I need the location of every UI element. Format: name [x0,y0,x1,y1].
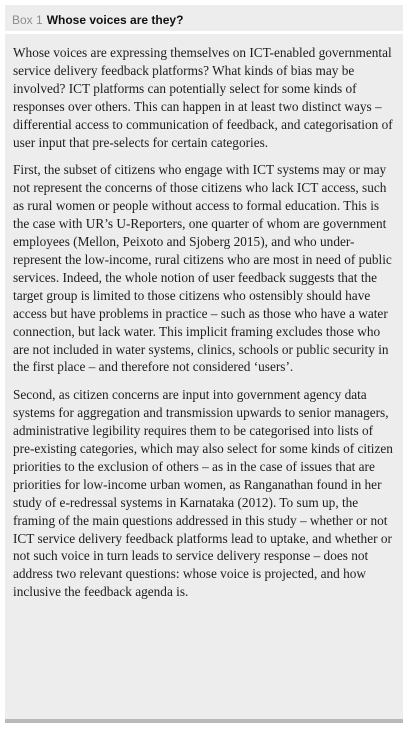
box-label: Box 1 [12,13,43,27]
box-header [5,5,403,34]
text-box [5,5,403,723]
box-body [13,44,397,611]
box-heading: Whose voices are they? [46,13,184,27]
paragraph-first-point: First, the subset of citizens who engage with ICT systems may or may not represent the concerns of those citizens who lack ICT access, such as rural women or people without access to formal education. This is the case with UR’s U-Reporters, one quarter of whom are government employees (Mellon, Peixoto and Sjoberg 2015), and who under-represent the low-income, rural citizens who are most in need of public services. Indeed, the whole notion of user feedback suggests that the target group is limited to those citizens who ostensibly should have access but have problems in practice – such as those who have a water connection, but lack water. This implicit framing excludes those who are not included in water systems, clinics, schools or public security in the first place – and therefore not considered ‘users’. [13,162,392,375]
paragraph-intro: Whose voices are expressing themselves on ICT-enabled governmental service delivery feedback platforms? What kinds of bias may be involved? ICT platforms can potentially select for some kinds of responses over others. This can happen in at least two distinct ways – differential access to communication of feedback, and categorisation of user input that pre-selects for certain categories. [13,45,393,150]
box-title [12,13,183,27]
paragraph-second-point: Second, as citizen concerns are input into government agency data systems for aggregation and transmission upwards to senior managers, administrative legibility requires them to be categorised into lists of pre-existing categories, which may also select for some kinds of citizen priorities to the exclusion of others – as in the case of issues that are priorities for low-income urban women, as Ranganathan found in her study of e-redressal systems in Karnataka (2012). To sum up, the framing of the main questions addressed in this study – whether or not ICT service delivery feedback platforms lead to uptake, and whether or not such voice in turn leads to service delivery response – does not address two relevant questions: whose voice is projected, and how inclusive the feedback agenda is. [13,387,393,600]
